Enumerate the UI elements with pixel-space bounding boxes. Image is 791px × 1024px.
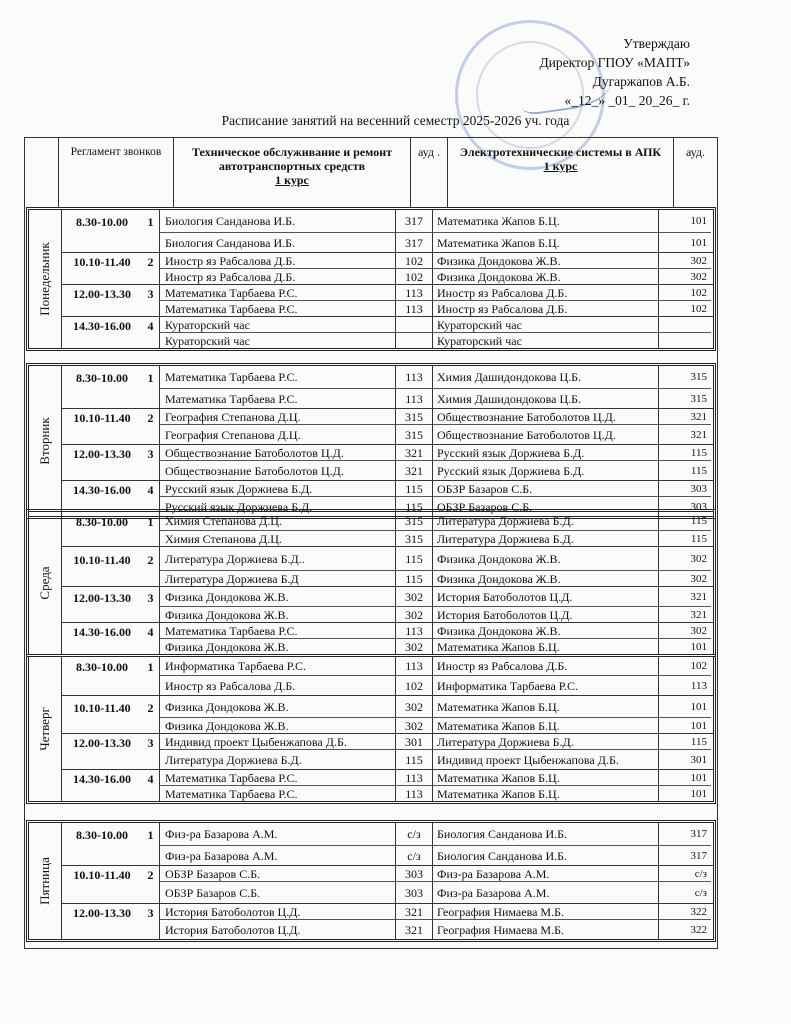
pair-number-cell: 2	[142, 547, 160, 570]
group-2-room-cell: 301	[659, 749, 711, 769]
group-2-room-cell: 321	[690, 411, 707, 423]
group-2-subject-cell: ОБЗР Базаров С.Б.	[433, 481, 659, 496]
pair-number-cell: 2	[142, 696, 160, 717]
table-row	[62, 865, 713, 881]
pair-number-cell	[142, 785, 160, 801]
pair-number-cell	[142, 460, 160, 480]
group-2-room-cell: 101	[690, 215, 707, 227]
table-row	[62, 749, 713, 769]
table-header	[25, 138, 717, 208]
group-2-subject-cell: Кураторский час	[433, 317, 659, 332]
time-cell: 8.30-10.00	[76, 371, 128, 385]
pair-number-cell	[142, 332, 160, 348]
header-group-2-course: 1 курс	[543, 159, 578, 173]
group-2-room-cell	[659, 332, 711, 348]
time-cell	[62, 785, 142, 801]
header-day-cell	[25, 138, 59, 208]
group-2-room-cell: 115	[659, 530, 711, 546]
table-row	[62, 881, 713, 903]
header-group-1-course: 1 курс	[275, 173, 309, 187]
group-1-subject-cell: Обществознание Батоболотов Ц.Д.	[160, 460, 396, 480]
time-cell: 8.30-10.00	[76, 515, 128, 529]
pair-number-cell	[142, 749, 160, 769]
group-2-room-cell: 101	[690, 701, 707, 713]
time-cell: 12.00-13.30	[73, 591, 131, 605]
time-cell	[62, 424, 142, 444]
group-1-room-cell: 113	[396, 388, 433, 408]
group-1-subject-cell: Кураторский час	[160, 332, 396, 348]
group-2-subject-cell: Иностр яз Рабсалова Д.Б.	[433, 300, 659, 316]
group-2-subject-cell: Биология Санданова И.Б.	[433, 845, 659, 865]
group-1-subject-cell: География Степанова Д.Ц.	[160, 424, 396, 444]
group-1-subject-cell: История Батоболотов Ц.Д.	[160, 919, 396, 939]
group-2-subject-cell: География Нимаева М.Б.	[433, 904, 659, 919]
group-2-room-cell: 302	[659, 570, 711, 586]
approval-line-1: Утверждаю	[623, 36, 690, 51]
day-block	[26, 820, 716, 942]
table-row	[62, 444, 713, 460]
group-2-subject-cell: Биология Санданова И.Б.	[433, 823, 659, 845]
group-2-room-cell: 321	[659, 606, 711, 622]
table-row	[62, 460, 713, 480]
group-1-subject-cell: Биология Санданова И.Б.	[160, 210, 396, 232]
time-cell: 8.30-10.00	[76, 215, 128, 229]
day-label	[29, 366, 62, 516]
pair-number-cell: 4	[142, 317, 160, 332]
group-2-subject-cell: История Батоболотов Ц.Д.	[433, 606, 659, 622]
group-1-room-cell: 113	[396, 366, 433, 388]
group-2-subject-cell: Информатика Тарбаева Р.С.	[433, 675, 659, 695]
schedule-table	[24, 137, 718, 949]
group-1-subject-cell: Иностр яз Рабсалова Д.Б.	[160, 253, 396, 268]
table-row	[62, 210, 713, 232]
group-1-room-cell: 115	[396, 496, 433, 516]
time-cell	[62, 919, 142, 939]
day-label	[29, 512, 62, 654]
table-row	[62, 408, 713, 424]
group-2-subject-cell: Физ-ра Базарова А.М.	[433, 881, 659, 903]
group-1-room-cell: 315	[396, 424, 433, 444]
pair-number-cell: 2	[142, 409, 160, 424]
group-2-subject-cell: Физика Дондокова Ж.В.	[433, 253, 659, 268]
group-1-room-cell: 115	[396, 570, 433, 586]
table-row	[62, 638, 713, 654]
time-cell: 10.10-11.40	[73, 868, 131, 881]
group-2-room-cell: 113	[659, 675, 711, 695]
group-1-room-cell: 113	[396, 285, 433, 300]
group-1-subject-cell: Русский язык Доржиева Б.Д.	[160, 496, 396, 516]
table-row	[62, 480, 713, 496]
pair-number-cell	[142, 424, 160, 444]
group-1-subject-cell: Математика Тарбаева Р.С.	[160, 388, 396, 408]
time-cell	[62, 638, 142, 654]
group-1-room-cell: 115	[396, 481, 433, 496]
approval-date: «_12_» _01_ 20_26_ г.	[564, 93, 690, 108]
table-row	[62, 424, 713, 444]
group-2-subject-cell: Математика Жапов Б.Ц.	[433, 770, 659, 785]
group-1-room-cell	[396, 317, 433, 332]
time-cell: 8.30-10.00	[76, 828, 128, 842]
pair-number-cell: 2	[142, 866, 160, 881]
table-row	[62, 546, 713, 570]
table-row	[62, 657, 713, 675]
table-row	[62, 769, 713, 785]
pair-number-cell: 4	[142, 770, 160, 785]
group-2-subject-cell: География Нимаева М.Б.	[433, 919, 659, 939]
group-1-room-cell: 321	[396, 445, 433, 460]
group-1-subject-cell: Иностр яз Рабсалова Д.Б.	[160, 268, 396, 284]
group-2-room-cell: 302	[690, 255, 707, 267]
group-1-room-cell: 303	[396, 866, 433, 881]
day-label	[29, 823, 62, 939]
pair-number-cell: 1	[142, 366, 160, 388]
approval-line-2: Директор ГПОУ «МАПТ»	[539, 55, 690, 70]
pair-number-cell	[142, 675, 160, 695]
pair-number-cell	[142, 268, 160, 284]
group-1-subject-cell: Физика Дондокова Ж.В.	[160, 587, 396, 606]
group-2-subject-cell: Иностр яз Рабсалова Д.Б.	[433, 285, 659, 300]
table-row	[62, 675, 713, 695]
day-name: Четверг	[37, 707, 52, 751]
table-row	[62, 530, 713, 546]
table-row	[62, 316, 713, 332]
group-2-subject-cell: Математика Жапов Б.Ц.	[433, 696, 659, 717]
group-2-room-cell: 101	[659, 785, 711, 801]
group-1-room-cell: 302	[396, 717, 433, 733]
group-1-room-cell: 302	[396, 587, 433, 606]
group-2-room-cell: 102	[659, 300, 711, 316]
group-1-room-cell: 113	[396, 623, 433, 638]
day-label	[29, 657, 62, 801]
group-1-room-cell: 303	[396, 881, 433, 903]
group-1-subject-cell: Русский язык Доржиева Б.Д.	[160, 481, 396, 496]
time-cell	[62, 606, 142, 622]
group-2-room-cell: 315	[690, 371, 707, 383]
group-2-subject-cell: Кураторский час	[433, 332, 659, 348]
group-1-room-cell: 321	[396, 919, 433, 939]
group-2-subject-cell: Русский язык Доржиева Б.Д.	[433, 445, 659, 460]
group-1-subject-cell: Физика Дондокова Ж.В.	[160, 696, 396, 717]
group-2-room-cell: 321	[659, 424, 711, 444]
group-1-room-cell: 102	[396, 268, 433, 284]
group-2-room-cell: 302	[659, 268, 711, 284]
day-name: Понедельник	[37, 242, 52, 316]
group-1-subject-cell: Физ-ра Базарова А.М.	[160, 845, 396, 865]
pair-number-cell	[142, 388, 160, 408]
time-cell	[62, 268, 142, 284]
pair-number-cell: 4	[142, 623, 160, 638]
group-2-subject-cell: Литература Доржиева Б.Д.	[433, 530, 659, 546]
group-2-subject-cell: Иностр яз Рабсалова Д.Б.	[433, 657, 659, 675]
time-cell	[62, 388, 142, 408]
time-cell: 14.30-16.00	[73, 772, 131, 785]
time-cell: 8.30-10.00	[76, 660, 128, 674]
group-1-room-cell: 317	[396, 232, 433, 252]
group-2-subject-cell: Обществознание Батоболотов Ц.Д.	[433, 409, 659, 424]
group-2-room-cell: 101	[659, 232, 711, 252]
header-times: Регламент звонков	[59, 138, 174, 208]
table-row	[62, 366, 713, 388]
time-cell: 12.00-13.30	[73, 906, 131, 919]
time-cell	[62, 881, 142, 903]
group-1-subject-cell: ОБЗР Базаров С.Б.	[160, 866, 396, 881]
table-row	[62, 919, 713, 939]
group-2-subject-cell: Математика Жапов Б.Ц.	[433, 717, 659, 733]
pair-number-cell: 3	[142, 734, 160, 749]
group-2-room-cell: 322	[690, 906, 707, 918]
table-row	[62, 284, 713, 300]
approval-line-3: Дугаржапов А.Б.	[592, 74, 690, 89]
table-row	[62, 903, 713, 919]
group-1-room-cell	[396, 332, 433, 348]
group-1-subject-cell: Физ-ра Базарова А.М.	[160, 823, 396, 845]
pair-number-cell	[142, 606, 160, 622]
group-2-room-cell	[659, 317, 711, 332]
group-2-room-cell: 317	[690, 828, 707, 840]
group-1-subject-cell: Химия Степанова Д.Ц.	[160, 512, 396, 530]
group-1-room-cell: 302	[396, 606, 433, 622]
group-1-subject-cell: Индивид проект Цыбенжапова Д.Б.	[160, 734, 396, 749]
group-1-room-cell: 317	[396, 210, 433, 232]
group-2-subject-cell: Математика Жапов Б.Ц.	[433, 232, 659, 252]
group-2-room-cell: 101	[659, 717, 711, 733]
group-1-subject-cell: Математика Тарбаева Р.С.	[160, 366, 396, 388]
group-1-subject-cell: Физика Дондокова Ж.В.	[160, 717, 396, 733]
table-row	[62, 606, 713, 622]
page-title: Расписание занятий на весенний семестр 2025-2026 уч. года	[221, 113, 570, 128]
group-2-room-cell: 115	[659, 460, 711, 480]
day-block	[26, 207, 716, 351]
table-row	[62, 845, 713, 865]
group-2-subject-cell: Литература Доржиева Б.Д.	[433, 734, 659, 749]
table-row	[62, 586, 713, 606]
group-1-room-cell: 315	[396, 530, 433, 546]
pair-number-cell: 4	[142, 481, 160, 496]
pair-number-cell	[142, 638, 160, 654]
time-cell	[62, 530, 142, 546]
group-2-room-cell: 102	[690, 287, 707, 299]
group-2-subject-cell: Физика Дондокова Ж.В.	[433, 570, 659, 586]
table-row	[62, 622, 713, 638]
group-1-subject-cell: География Степанова Д.Ц.	[160, 409, 396, 424]
time-cell	[62, 232, 142, 252]
pair-number-cell: 3	[142, 587, 160, 606]
group-1-subject-cell: Кураторский час	[160, 317, 396, 332]
group-1-room-cell: 115	[396, 547, 433, 570]
day-block	[26, 509, 716, 657]
group-1-subject-cell: История Батоболотов Ц.Д.	[160, 904, 396, 919]
table-row	[62, 300, 713, 316]
day-name: Среда	[37, 566, 52, 600]
pair-number-cell	[142, 881, 160, 903]
time-cell	[62, 845, 142, 865]
pair-number-cell: 1	[142, 512, 160, 530]
time-cell	[62, 675, 142, 695]
group-1-subject-cell: Физика Дондокова Ж.В.	[160, 638, 396, 654]
group-2-subject-cell: История Батоболотов Ц.Д.	[433, 587, 659, 606]
time-cell	[62, 749, 142, 769]
pair-number-cell	[142, 300, 160, 316]
group-1-room-cell: 302	[396, 696, 433, 717]
table-row	[62, 785, 713, 801]
approval-block	[470, 34, 690, 110]
header-aud-2: ауд.	[685, 145, 706, 159]
group-1-room-cell: 321	[396, 904, 433, 919]
group-2-room-cell: 315	[659, 388, 711, 408]
header-group-2	[448, 138, 674, 208]
time-cell: 10.10-11.40	[73, 553, 131, 567]
pair-number-cell	[142, 570, 160, 586]
group-1-room-cell: 113	[396, 770, 433, 785]
table-row	[62, 512, 713, 530]
table-row	[62, 717, 713, 733]
group-1-room-cell: 115	[396, 749, 433, 769]
pair-number-cell	[142, 919, 160, 939]
group-2-room-cell: 115	[690, 736, 707, 748]
group-1-subject-cell: Химия Степанова Д.Ц.	[160, 530, 396, 546]
group-2-room-cell: 321	[690, 591, 707, 603]
group-1-room-cell: с/з	[396, 845, 433, 865]
group-1-subject-cell: Литература Доржиева Б.Д	[160, 570, 396, 586]
header-aud-1: ауд .	[411, 138, 448, 208]
group-2-room-cell: 302	[690, 553, 707, 565]
pair-number-cell: 3	[142, 445, 160, 460]
table-row	[62, 332, 713, 348]
time-cell	[62, 300, 142, 316]
pair-number-cell	[142, 232, 160, 252]
group-2-subject-cell: Математика Жапов Б.Ц.	[433, 638, 659, 654]
time-cell: 14.30-16.00	[73, 483, 131, 496]
pair-number-cell: 3	[142, 904, 160, 919]
pair-number-cell	[142, 530, 160, 546]
pair-number-cell	[142, 845, 160, 865]
group-1-room-cell: 113	[396, 785, 433, 801]
group-1-room-cell: 301	[396, 734, 433, 749]
time-cell	[62, 717, 142, 733]
time-cell: 10.10-11.40	[73, 411, 131, 424]
group-1-subject-cell: Математика Тарбаева Р.С.	[160, 623, 396, 638]
day-name: Вторник	[37, 417, 52, 465]
pair-number-cell	[142, 717, 160, 733]
header-group-1-name: Техническое обслуживание и ремонт автотранспортных средств	[192, 145, 392, 173]
day-label	[29, 210, 62, 348]
time-cell: 10.10-11.40	[73, 255, 131, 268]
pair-number-cell: 3	[142, 285, 160, 300]
group-2-subject-cell: Физика Дондокова Ж.В.	[433, 547, 659, 570]
time-cell: 14.30-16.00	[73, 319, 131, 332]
group-2-room-cell: 322	[659, 919, 711, 939]
group-2-subject-cell: Литература Доржиева Б.Д.	[433, 512, 659, 530]
group-2-subject-cell: Обществознание Батоболотов Ц.Д.	[433, 424, 659, 444]
group-2-subject-cell: Физика Дондокова Ж.В.	[433, 623, 659, 638]
group-2-subject-cell: Физ-ра Базарова А.М.	[433, 866, 659, 881]
group-1-room-cell: 315	[396, 409, 433, 424]
group-2-room-cell: 101	[659, 638, 711, 654]
pair-number-cell: 1	[142, 657, 160, 675]
table-row	[62, 695, 713, 717]
time-cell: 12.00-13.30	[73, 287, 131, 300]
group-2-room-cell: 115	[690, 515, 707, 527]
group-1-subject-cell: Биология Санданова И.Б.	[160, 232, 396, 252]
table-row	[62, 252, 713, 268]
group-1-subject-cell: Литература Доржиева Б.Д..	[160, 547, 396, 570]
group-2-subject-cell: Химия Дашидондокова Ц.Б.	[433, 388, 659, 408]
group-1-room-cell: 102	[396, 675, 433, 695]
day-name: Пятница	[37, 857, 52, 905]
group-2-room-cell: 317	[659, 845, 711, 865]
group-1-subject-cell: Математика Тарбаева Р.С.	[160, 285, 396, 300]
header-group-2-name: Электротехнические системы в АПК	[459, 145, 662, 159]
table-row	[62, 570, 713, 586]
group-2-room-cell: с/з	[694, 868, 707, 880]
group-2-subject-cell: Математика Жапов Б.Ц.	[433, 210, 659, 232]
group-2-room-cell: с/з	[659, 881, 711, 903]
group-2-room-cell: 302	[690, 625, 707, 637]
group-1-room-cell: 102	[396, 253, 433, 268]
group-1-room-cell: с/з	[396, 823, 433, 845]
group-1-room-cell: 321	[396, 460, 433, 480]
group-2-subject-cell: Математика Жапов Б.Ц.	[433, 785, 659, 801]
group-1-subject-cell: Математика Тарбаева Р.С.	[160, 300, 396, 316]
day-block	[26, 363, 716, 519]
group-1-subject-cell: Литература Доржиева Б.Д.	[160, 749, 396, 769]
table-row	[62, 388, 713, 408]
header-group-1	[174, 138, 411, 208]
group-1-subject-cell: Обществознание Батоболотов Ц.Д.	[160, 445, 396, 460]
time-cell	[62, 332, 142, 348]
group-2-subject-cell: Русский язык Доржиева Б.Д.	[433, 460, 659, 480]
time-cell: 10.10-11.40	[73, 701, 131, 715]
group-2-subject-cell: Физика Дондокова Ж.В.	[433, 268, 659, 284]
table-row	[62, 268, 713, 284]
table-row	[62, 733, 713, 749]
group-1-room-cell: 315	[396, 512, 433, 530]
pair-number-cell: 1	[142, 210, 160, 232]
pair-number-cell: 1	[142, 823, 160, 845]
group-1-subject-cell: Физика Дондокова Ж.В.	[160, 606, 396, 622]
group-2-subject-cell: Химия Дашидондокова Ц.Б.	[433, 366, 659, 388]
group-2-room-cell: 101	[690, 772, 707, 784]
group-1-subject-cell: Математика Тарбаева Р.С.	[160, 785, 396, 801]
time-cell: 12.00-13.30	[73, 447, 131, 460]
group-1-subject-cell: Математика Тарбаева Р.С.	[160, 770, 396, 785]
group-2-room-cell: 115	[690, 447, 707, 459]
group-2-subject-cell: ОБЗР Базаров С.Б.	[433, 496, 659, 516]
time-cell	[62, 460, 142, 480]
group-2-room-cell: 303	[690, 483, 707, 495]
group-2-subject-cell: Индивид проект Цыбенжапова Д.Б.	[433, 749, 659, 769]
pair-number-cell: 2	[142, 253, 160, 268]
table-row	[62, 823, 713, 845]
group-1-room-cell: 302	[396, 638, 433, 654]
group-1-room-cell: 113	[396, 300, 433, 316]
group-1-room-cell: 113	[396, 657, 433, 675]
time-cell: 14.30-16.00	[73, 625, 131, 638]
time-cell	[62, 570, 142, 586]
group-2-room-cell: 102	[690, 660, 707, 672]
day-block	[26, 654, 716, 804]
time-cell: 12.00-13.30	[73, 736, 131, 749]
group-2-room-cell: 303	[659, 496, 711, 516]
group-1-subject-cell: Информатика Тарбаева Р.С.	[160, 657, 396, 675]
table-row	[62, 232, 713, 252]
group-1-subject-cell: ОБЗР Базаров С.Б.	[160, 881, 396, 903]
group-1-subject-cell: Иностр яз Рабсалова Д.Б.	[160, 675, 396, 695]
